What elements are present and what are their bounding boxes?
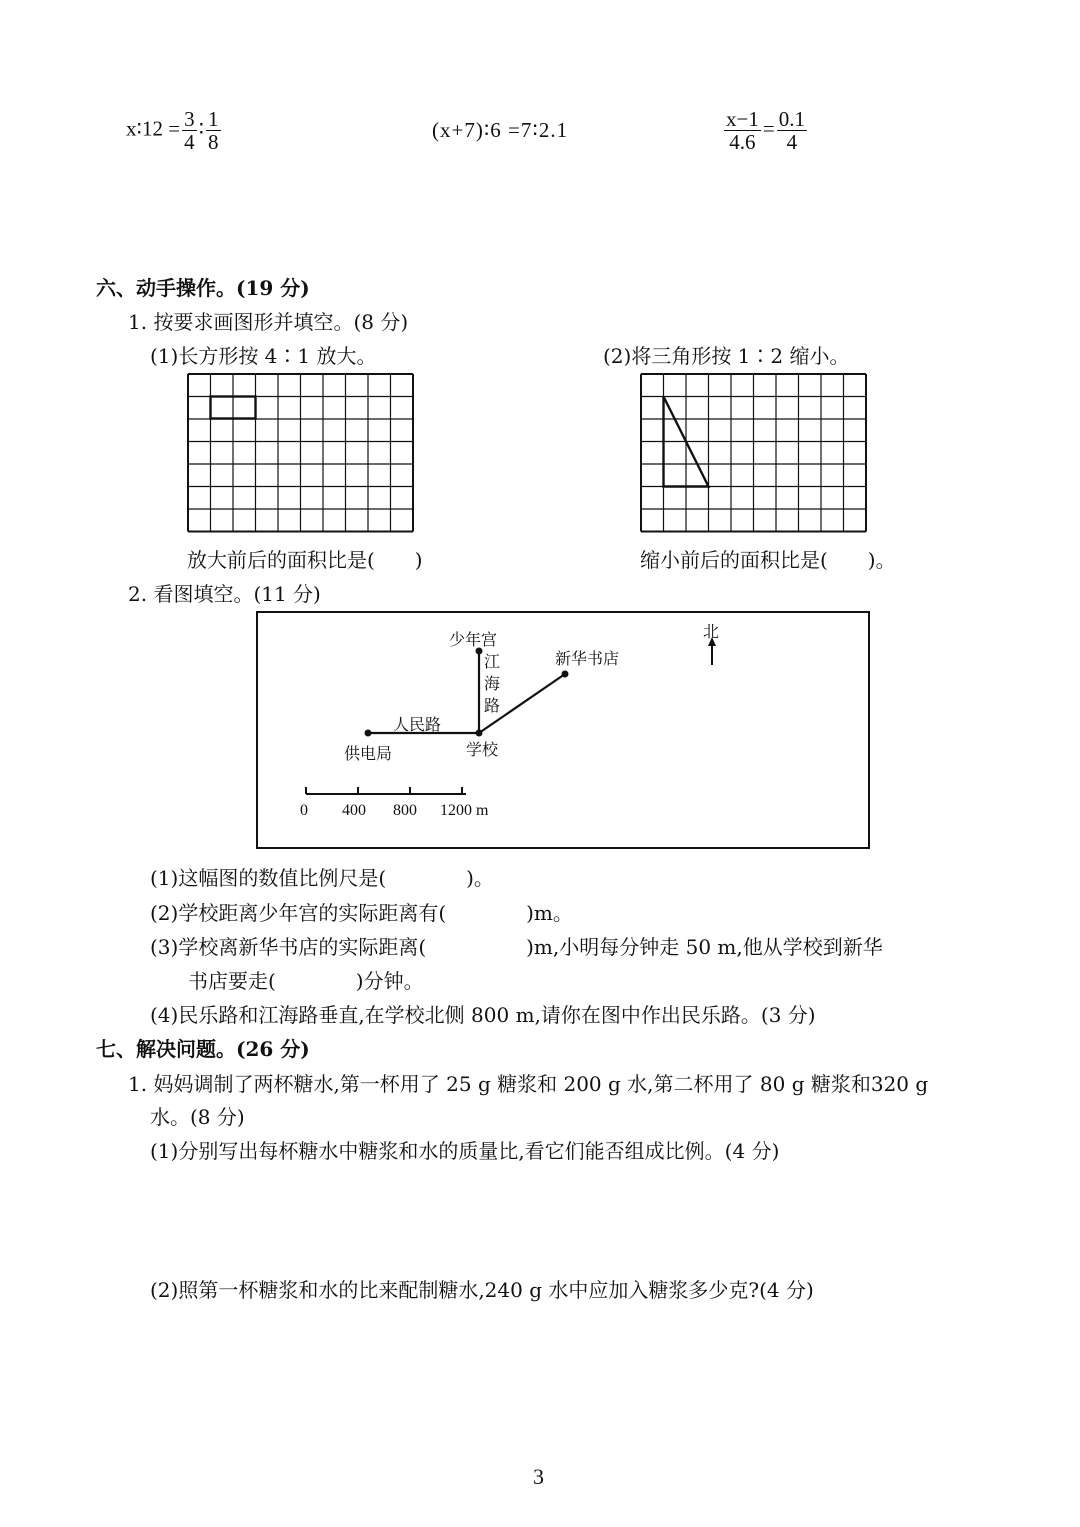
map-figure <box>256 611 870 849</box>
fraction-x-minus-1-over-4-6 <box>724 108 761 153</box>
fraction-denominator: 4 <box>786 130 798 155</box>
jianghai-road-char-1: 江 <box>484 652 501 671</box>
q2-item-4: (4)民乐路和江海路垂直,在学校北侧 800 m,请你在图中作出民乐路。(3 分) <box>150 1003 816 1027</box>
grid-enlarge[interactable] <box>187 373 414 533</box>
jianghai-road-char-3: 路 <box>484 696 501 715</box>
power-bureau-label: 供电局 <box>344 744 393 763</box>
q1-part1-label: (1)长方形按 4∶1 放大。 <box>150 344 377 368</box>
bookstore-dot <box>562 671 569 678</box>
q1-part2-label: (2)将三角形按 1∶2 缩小。 <box>603 344 850 368</box>
fraction-denominator: 8 <box>208 130 219 155</box>
page-number: 3 <box>533 1464 544 1489</box>
renmin-road-label: 人民路 <box>393 715 442 734</box>
q2-item-3-cont[interactable]: 书店要走( )分钟。 <box>188 969 424 993</box>
grid-shrink[interactable] <box>640 373 867 533</box>
power-bureau-dot <box>365 730 372 737</box>
s7-q1-part1: (1)分别写出每杯糖水中糖浆和水的质量比,看它们能否组成比例。(4 分) <box>150 1139 780 1163</box>
fraction-numerator: 0.1 <box>778 107 805 131</box>
fraction-numerator: 3 <box>184 107 195 131</box>
q2-title: 2. 看图填空。(11 分) <box>128 582 321 606</box>
fraction-3-4 <box>182 108 197 153</box>
school-dot <box>476 730 483 737</box>
scale-tick-400: 400 <box>342 802 366 819</box>
ratio-separator: ∶ <box>198 116 205 141</box>
section-6-title: 六、动手操作。(19 分) <box>96 276 310 300</box>
s7-q1-part2: (2)照第一杯糖浆和水的比来配制糖水,240 g 水中应加入糖浆多少克?(4 分) <box>150 1278 814 1302</box>
equals-sign: = <box>762 116 775 141</box>
equation-3 <box>722 108 809 153</box>
fraction-numerator: 1 <box>208 107 219 131</box>
q2-item-1[interactable]: (1)这幅图的数值比例尺是( )。 <box>150 866 494 890</box>
s7-q1-line1: 1. 妈妈调制了两杯糖水,第一杯用了 25 g 糖浆和 200 g 水,第二杯用了 80 g 糖浆和320 g <box>128 1072 929 1096</box>
scale-tick-0: 0 <box>300 802 308 819</box>
equation-2: (x+7)∶6 =7∶2.1 <box>432 118 569 142</box>
s7-q1-line2: 水。(8 分) <box>150 1105 245 1129</box>
fraction-numerator: x−1 <box>726 107 759 131</box>
q2-item-2[interactable]: (2)学校距离少年宫的实际距离有( )m。 <box>150 901 573 925</box>
jianghai-road-char-2: 海 <box>484 674 501 693</box>
youth-palace-label: 少年宫 <box>449 630 498 649</box>
equation-1 <box>126 108 223 153</box>
q1-part2-answer[interactable]: 缩小前后的面积比是( )。 <box>640 548 896 572</box>
q1-title: 1. 按要求画图形并填空。(8 分) <box>128 310 409 334</box>
fraction-denominator: 4.6 <box>729 130 756 155</box>
scale-tick-800: 800 <box>393 802 417 819</box>
scale-tick-1200: 1200 m <box>440 802 489 819</box>
bookstore-label: 新华书店 <box>555 649 620 668</box>
fraction-0-1-over-4 <box>777 108 807 153</box>
section-7-title: 七、解决问题。(26 分) <box>96 1037 310 1061</box>
fraction-1-8 <box>206 108 221 153</box>
fraction-denominator: 4 <box>184 130 195 155</box>
school-label: 学校 <box>466 740 499 759</box>
q2-item-3[interactable]: (3)学校离新华书店的实际距离( )m,小明每分钟走 50 m,他从学校到新华 <box>150 935 883 959</box>
north-label: 北 <box>703 622 720 641</box>
q1-part1-answer[interactable]: 放大前后的面积比是( ) <box>187 548 423 572</box>
equation-1-left: x∶12 = <box>126 116 181 141</box>
scale-bar <box>306 787 466 794</box>
